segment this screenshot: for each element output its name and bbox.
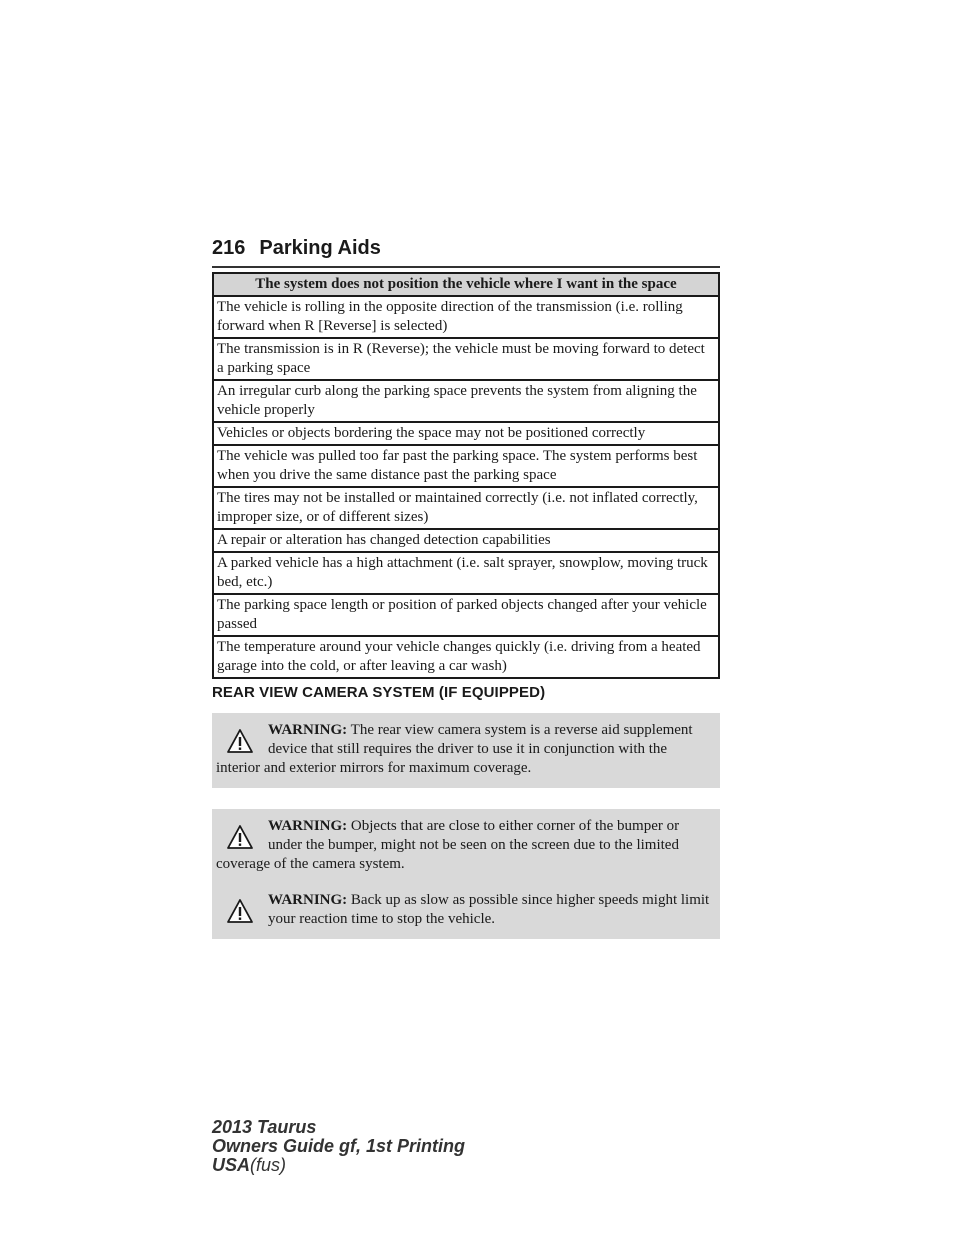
table-cell: Vehicles or objects bordering the space may not be positioned correctly (213, 422, 719, 445)
table-cell: A parked vehicle has a high attachment (i.e. salt sprayer, snowplow, moving truck bed, etc.) (213, 552, 719, 594)
warning-label: WARNING: (268, 818, 348, 834)
footer-line: Owners Guide gf, 1st Printing (212, 1136, 466, 1156)
table-row (213, 422, 719, 445)
footer-country: USA (212, 1155, 251, 1175)
rear-view-camera-heading: REAR VIEW CAMERA SYSTEM (IF EQUIPPED) (212, 684, 546, 701)
warning-text: Objects that are close to either corner of the bumper or under the bumper, might not be seen on the screen due to the limited coverage of the camera system. (216, 818, 680, 872)
table-row (213, 380, 719, 422)
warning-label: WARNING: (268, 722, 348, 738)
warning-triangle-icon (226, 823, 254, 851)
table-row (213, 338, 719, 380)
table-cell: The vehicle is rolling in the opposite direction of the transmission (i.e. rolling forward when R [Reverse] is selected) (213, 296, 719, 338)
warning-label: WARNING: (268, 892, 348, 908)
table-row (213, 487, 719, 529)
table-cell: The vehicle was pulled too far past the parking space. The system performs best when you drive the same distance past the parking space (213, 445, 719, 487)
warning-text: The rear view camera system is a reverse aid supplement device that still requires the driver to use it in conjunction with the interior and exterior mirrors for maximum coverage. (216, 722, 693, 776)
table-row (213, 445, 719, 487)
warning-text: Back up as slow as possible since higher speeds might limit your reaction time to stop the vehicle. (268, 892, 710, 927)
table-cell: The tires may not be installed or maintained correctly (i.e. not inflated correctly, improper size, or of different sizes) (213, 487, 719, 529)
table-row (213, 529, 719, 552)
section-title: Parking Aids (259, 237, 381, 259)
warning-triangle-icon (226, 727, 254, 755)
footer-region: (fus) (250, 1155, 287, 1175)
warning-box (212, 883, 720, 939)
warning-triangle-icon (226, 897, 254, 925)
footer-line: 2013 Taurus (212, 1117, 317, 1137)
table-cell: The temperature around your vehicle changes quickly (i.e. driving from a heated garage into the cold, or after leaving a car wash) (213, 636, 719, 678)
page-number: 216 (212, 237, 246, 259)
troubleshooting-table (212, 272, 720, 679)
warning-box (212, 809, 720, 884)
table-row (213, 296, 719, 338)
table-cell: The transmission is in R (Reverse); the vehicle must be moving forward to detect a parking space (213, 338, 719, 380)
table-header-row (213, 273, 719, 296)
table-cell: A repair or alteration has changed detection capabilities (213, 529, 719, 552)
table-row (213, 594, 719, 636)
table-cell: The parking space length or position of parked objects changed after your vehicle passed (213, 594, 719, 636)
table-row (213, 552, 719, 594)
table-heading: The system does not position the vehicle where I want in the space (213, 273, 719, 296)
table-cell: An irregular curb along the parking space prevents the system from aligning the vehicle properly (213, 380, 719, 422)
page-header (212, 232, 720, 268)
warning-box (212, 713, 720, 788)
table-row (213, 636, 719, 678)
page-footer (212, 1118, 465, 1175)
footer-line (212, 1156, 465, 1175)
